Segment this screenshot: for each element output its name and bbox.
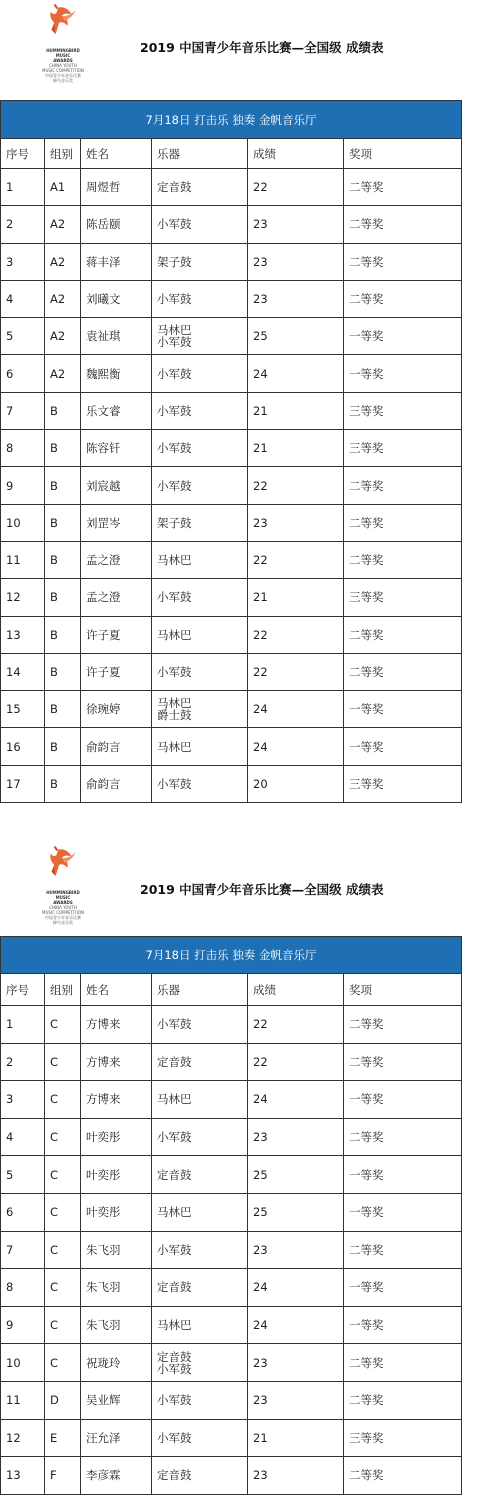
table-cell: 陈容钎 xyxy=(81,430,152,467)
table-cell: C xyxy=(45,1006,81,1044)
table-cell: 23 xyxy=(248,1457,344,1495)
table-row xyxy=(1,765,462,802)
table-cell: 23 xyxy=(248,1231,344,1269)
table-cell: 21 xyxy=(248,579,344,616)
table-cell: B xyxy=(45,653,81,690)
table-cell: A2 xyxy=(45,318,81,355)
table-cell: 方博来 xyxy=(81,1006,152,1044)
table-cell: 一等奖 xyxy=(344,1269,462,1307)
table-cell: 16 xyxy=(1,728,45,765)
table-cell: 3 xyxy=(1,243,45,280)
table-cell: C xyxy=(45,1156,81,1194)
column-header: 乐器 xyxy=(152,974,248,1006)
column-header: 组别 xyxy=(45,974,81,1006)
table-cell: 13 xyxy=(1,616,45,653)
table-cell: 23 xyxy=(248,280,344,317)
logo-line: HUMMINGBIRD xyxy=(46,890,80,895)
page-title: 2019 中国青少年音乐比赛—全国级 成绩表 xyxy=(140,40,384,55)
table-cell: 许子夏 xyxy=(81,616,152,653)
table-cell: A2 xyxy=(45,243,81,280)
table-cell: 乐文睿 xyxy=(81,392,152,429)
table-cell: 12 xyxy=(1,1419,45,1457)
table-cell: 5 xyxy=(1,318,45,355)
table-cell: 13 xyxy=(1,1457,45,1495)
table-cell: 定音鼓 xyxy=(152,1156,248,1194)
table-cell: B xyxy=(45,504,81,541)
table-row xyxy=(1,1118,462,1156)
table-row xyxy=(1,243,462,280)
table-cell: 小军鼓 xyxy=(152,1231,248,1269)
table-cell: 刘罡岑 xyxy=(81,504,152,541)
table-cell: 8 xyxy=(1,1269,45,1307)
column-header: 姓名 xyxy=(81,974,152,1006)
column-header: 组别 xyxy=(45,139,81,169)
table-cell: 24 xyxy=(248,1081,344,1119)
table-cell: 小军鼓 xyxy=(152,280,248,317)
table-row xyxy=(1,355,462,392)
logo-line: 中国青少年音乐比赛 xyxy=(45,73,81,78)
column-header: 成绩 xyxy=(248,974,344,1006)
table-cell: A2 xyxy=(45,206,81,243)
table-cell: 14 xyxy=(1,653,45,690)
table-row xyxy=(1,616,462,653)
table-cell: 7 xyxy=(1,1231,45,1269)
table-cell: D xyxy=(45,1381,81,1419)
table-banner-row xyxy=(1,937,462,974)
logo-line: MUSIC xyxy=(55,895,71,900)
table-cell: 马林巴 xyxy=(152,728,248,765)
table-cell: 一等奖 xyxy=(344,318,462,355)
table-cell: 叶奕彤 xyxy=(81,1118,152,1156)
logo-line: AWARDS xyxy=(53,58,73,63)
table-cell: 二等奖 xyxy=(344,504,462,541)
column-header: 奖项 xyxy=(344,139,462,169)
table-cell: 小军鼓 xyxy=(152,1419,248,1457)
table-cell: C xyxy=(45,1043,81,1081)
table-cell: 孟之澄 xyxy=(81,579,152,616)
table-cell: 21 xyxy=(248,392,344,429)
logo-line: 中国青少年音乐比赛 xyxy=(45,915,81,920)
table-cell: 9 xyxy=(1,1306,45,1344)
table-row xyxy=(1,579,462,616)
table-cell: 朱飞羽 xyxy=(81,1231,152,1269)
table-cell: 定音鼓 xyxy=(152,1043,248,1081)
table-cell: 二等奖 xyxy=(344,1118,462,1156)
table-cell: 22 xyxy=(248,653,344,690)
table-row xyxy=(1,1231,462,1269)
table-cell: 8 xyxy=(1,430,45,467)
table-row xyxy=(1,691,462,728)
table-cell: 23 xyxy=(248,1344,344,1382)
table-cell: 马林巴 xyxy=(152,1306,248,1344)
table-cell: E xyxy=(45,1419,81,1457)
table-cell: 12 xyxy=(1,579,45,616)
logo-line: CHINA YOUTH xyxy=(49,63,77,68)
table-cell: 二等奖 xyxy=(344,280,462,317)
table-row xyxy=(1,1419,462,1457)
table-cell: 23 xyxy=(248,206,344,243)
table-cell: 23 xyxy=(248,504,344,541)
table-cell: 7 xyxy=(1,392,45,429)
table-cell: 蒋丰泽 xyxy=(81,243,152,280)
table-cell: 一等奖 xyxy=(344,1156,462,1194)
table-cell: 5 xyxy=(1,1156,45,1194)
table-cell: 一等奖 xyxy=(344,691,462,728)
column-header: 序号 xyxy=(1,139,45,169)
table-cell: B xyxy=(45,616,81,653)
logo-line: HUMMINGBIRD xyxy=(46,48,80,53)
table-cell: 小军鼓 xyxy=(152,1381,248,1419)
table-row xyxy=(1,280,462,317)
table-cell: 二等奖 xyxy=(344,169,462,206)
table-cell: B xyxy=(45,728,81,765)
table-cell: 二等奖 xyxy=(344,1381,462,1419)
table-cell: 二等奖 xyxy=(344,1344,462,1382)
table-cell: 21 xyxy=(248,1419,344,1457)
table-row xyxy=(1,504,462,541)
table-cell: 马林巴 xyxy=(152,1081,248,1119)
table-cell: 袁祉琪 xyxy=(81,318,152,355)
page-title: 2019 中国青少年音乐比赛—全国级 成绩表 xyxy=(140,882,384,897)
logo-line: CHINA YOUTH xyxy=(49,905,77,910)
table-cell: 小军鼓 xyxy=(152,355,248,392)
table-cell: 陈岳颐 xyxy=(81,206,152,243)
table-row xyxy=(1,1156,462,1194)
table-cell: 二等奖 xyxy=(344,1043,462,1081)
table-cell: 25 xyxy=(248,1156,344,1194)
logo-line: 蜂鸟音乐奖 xyxy=(53,920,73,925)
table-row xyxy=(1,1306,462,1344)
table-cell: 叶奕彤 xyxy=(81,1156,152,1194)
table-cell: 二等奖 xyxy=(344,1231,462,1269)
table-cell: B xyxy=(45,691,81,728)
table-cell: 马林巴 xyxy=(152,616,248,653)
table-cell: 朱飞羽 xyxy=(81,1269,152,1307)
table-cell: 二等奖 xyxy=(344,1006,462,1044)
table-cell: 三等奖 xyxy=(344,392,462,429)
table-cell: 9 xyxy=(1,467,45,504)
logo-text xyxy=(28,48,98,83)
table-cell: 刘曦文 xyxy=(81,280,152,317)
table-cell: 周煜哲 xyxy=(81,169,152,206)
table-cell: 小军鼓 xyxy=(152,579,248,616)
table-cell: A1 xyxy=(45,169,81,206)
table-row xyxy=(1,1381,462,1419)
table-cell: 22 xyxy=(248,169,344,206)
table-cell: 10 xyxy=(1,504,45,541)
table-cell: 23 xyxy=(248,1381,344,1419)
table-row xyxy=(1,467,462,504)
table-cell: 24 xyxy=(248,691,344,728)
table-banner-row xyxy=(1,101,462,139)
table-cell: 小军鼓 xyxy=(152,1006,248,1044)
table-cell: 22 xyxy=(248,616,344,653)
table-cell: 马林巴 爵士鼓 xyxy=(152,691,248,728)
table-cell: 3 xyxy=(1,1081,45,1119)
table-cell: 小军鼓 xyxy=(152,653,248,690)
table-cell: 25 xyxy=(248,1193,344,1231)
table-cell: 24 xyxy=(248,1306,344,1344)
table-cell: 一等奖 xyxy=(344,1081,462,1119)
table-cell: 24 xyxy=(248,355,344,392)
table-cell: 4 xyxy=(1,1118,45,1156)
table-cell: B xyxy=(45,579,81,616)
table-cell: 朱飞羽 xyxy=(81,1306,152,1344)
table-cell: 1 xyxy=(1,169,45,206)
table-cell: 4 xyxy=(1,280,45,317)
table-cell: 25 xyxy=(248,318,344,355)
table-cell: 汪允泽 xyxy=(81,1419,152,1457)
table-cell: B xyxy=(45,430,81,467)
table-cell: 小军鼓 xyxy=(152,467,248,504)
table-cell: 11 xyxy=(1,1381,45,1419)
table-cell: 二等奖 xyxy=(344,467,462,504)
table-cell: 6 xyxy=(1,355,45,392)
table-cell: 小军鼓 xyxy=(152,206,248,243)
table-cell: C xyxy=(45,1306,81,1344)
table-cell: 22 xyxy=(248,467,344,504)
logo-line: 蜂鸟音乐奖 xyxy=(53,78,73,83)
table-cell: A2 xyxy=(45,280,81,317)
table-row xyxy=(1,1269,462,1307)
event-banner: 7月18日 打击乐 独奏 金帆音乐厅 xyxy=(1,937,462,974)
table-cell: C xyxy=(45,1193,81,1231)
table-cell: 方博来 xyxy=(81,1043,152,1081)
column-header: 成绩 xyxy=(248,139,344,169)
column-header: 序号 xyxy=(1,974,45,1006)
table-cell: B xyxy=(45,541,81,578)
table-cell: 三等奖 xyxy=(344,765,462,802)
logo-line: AWARDS xyxy=(53,900,73,905)
table-row xyxy=(1,653,462,690)
table-cell: C xyxy=(45,1231,81,1269)
table-cell: 一等奖 xyxy=(344,1306,462,1344)
table-cell: C xyxy=(45,1118,81,1156)
table-cell: 2 xyxy=(1,206,45,243)
table-row xyxy=(1,1081,462,1119)
table-cell: B xyxy=(45,765,81,802)
logo-line: MUSIC COMPETITION xyxy=(42,68,84,73)
table-cell: 三等奖 xyxy=(344,579,462,616)
event-banner: 7月18日 打击乐 独奏 金帆音乐厅 xyxy=(1,101,462,139)
table-cell: 孟之澄 xyxy=(81,541,152,578)
table-cell: 俞韵言 xyxy=(81,765,152,802)
table-cell: 叶奕彤 xyxy=(81,1193,152,1231)
column-header: 乐器 xyxy=(152,139,248,169)
table-cell: 三等奖 xyxy=(344,1419,462,1457)
table-cell: 10 xyxy=(1,1344,45,1382)
logo-text xyxy=(28,890,98,925)
table-cell: 定音鼓 xyxy=(152,1457,248,1495)
table-cell: 15 xyxy=(1,691,45,728)
table-cell: 24 xyxy=(248,1269,344,1307)
table-row xyxy=(1,541,462,578)
table-row xyxy=(1,206,462,243)
table-cell: 马林巴 xyxy=(152,1193,248,1231)
table-cell: 小军鼓 xyxy=(152,392,248,429)
table-cell: 许子夏 xyxy=(81,653,152,690)
table-cell: C xyxy=(45,1344,81,1382)
table-cell: 祝珑玲 xyxy=(81,1344,152,1382)
table-cell: 李彦霖 xyxy=(81,1457,152,1495)
table-cell: 1 xyxy=(1,1006,45,1044)
table-row xyxy=(1,392,462,429)
results-table xyxy=(0,100,462,803)
table-cell: 二等奖 xyxy=(344,616,462,653)
table-cell: 三等奖 xyxy=(344,430,462,467)
table-cell: 一等奖 xyxy=(344,355,462,392)
table-cell: 一等奖 xyxy=(344,1193,462,1231)
table-cell: 二等奖 xyxy=(344,243,462,280)
table-cell: 刘宸越 xyxy=(81,467,152,504)
table-cell: 17 xyxy=(1,765,45,802)
table-cell: 马林巴 xyxy=(152,541,248,578)
column-header: 姓名 xyxy=(81,139,152,169)
table-row xyxy=(1,318,462,355)
table-cell: 22 xyxy=(248,1006,344,1044)
table-cell: 24 xyxy=(248,728,344,765)
table-row xyxy=(1,169,462,206)
table-cell: 二等奖 xyxy=(344,541,462,578)
table-cell: 11 xyxy=(1,541,45,578)
table-cell: 小军鼓 xyxy=(152,1118,248,1156)
table-cell: 23 xyxy=(248,243,344,280)
table-cell: 俞韵言 xyxy=(81,728,152,765)
logo-line: MUSIC xyxy=(55,53,71,58)
table-cell: 魏熙衡 xyxy=(81,355,152,392)
table-header-row xyxy=(1,974,462,1006)
table-cell: 20 xyxy=(248,765,344,802)
table-cell: 23 xyxy=(248,1118,344,1156)
table-row xyxy=(1,1043,462,1081)
table-row xyxy=(1,1006,462,1044)
table-cell: 方博来 xyxy=(81,1081,152,1119)
table-cell: C xyxy=(45,1269,81,1307)
table-cell: 2 xyxy=(1,1043,45,1081)
table-cell: 架子鼓 xyxy=(152,504,248,541)
table-cell: 定音鼓 xyxy=(152,1269,248,1307)
table-cell: F xyxy=(45,1457,81,1495)
table-cell: C xyxy=(45,1081,81,1119)
table-row xyxy=(1,1457,462,1495)
table-cell: 二等奖 xyxy=(344,206,462,243)
table-cell: 二等奖 xyxy=(344,1457,462,1495)
table-cell: 马林巴 小军鼓 xyxy=(152,318,248,355)
table-cell: 22 xyxy=(248,541,344,578)
table-row xyxy=(1,1193,462,1231)
table-cell: 徐琬婷 xyxy=(81,691,152,728)
table-cell: B xyxy=(45,392,81,429)
table-cell: 小军鼓 xyxy=(152,430,248,467)
table-cell: 小军鼓 xyxy=(152,765,248,802)
table-cell: 定音鼓 小军鼓 xyxy=(152,1344,248,1382)
table-cell: 6 xyxy=(1,1193,45,1231)
table-cell: 22 xyxy=(248,1043,344,1081)
results-table xyxy=(0,936,462,1495)
table-cell: 一等奖 xyxy=(344,728,462,765)
table-cell: A2 xyxy=(45,355,81,392)
table-cell: 定音鼓 xyxy=(152,169,248,206)
table-row xyxy=(1,728,462,765)
table-row xyxy=(1,430,462,467)
column-header: 奖项 xyxy=(344,974,462,1006)
table-cell: B xyxy=(45,467,81,504)
logo-line: MUSIC COMPETITION xyxy=(42,910,84,915)
table-cell: 二等奖 xyxy=(344,653,462,690)
table-row xyxy=(1,1344,462,1382)
table-cell: 21 xyxy=(248,430,344,467)
table-header-row xyxy=(1,139,462,169)
table-cell: 吴业辉 xyxy=(81,1381,152,1419)
table-cell: 架子鼓 xyxy=(152,243,248,280)
